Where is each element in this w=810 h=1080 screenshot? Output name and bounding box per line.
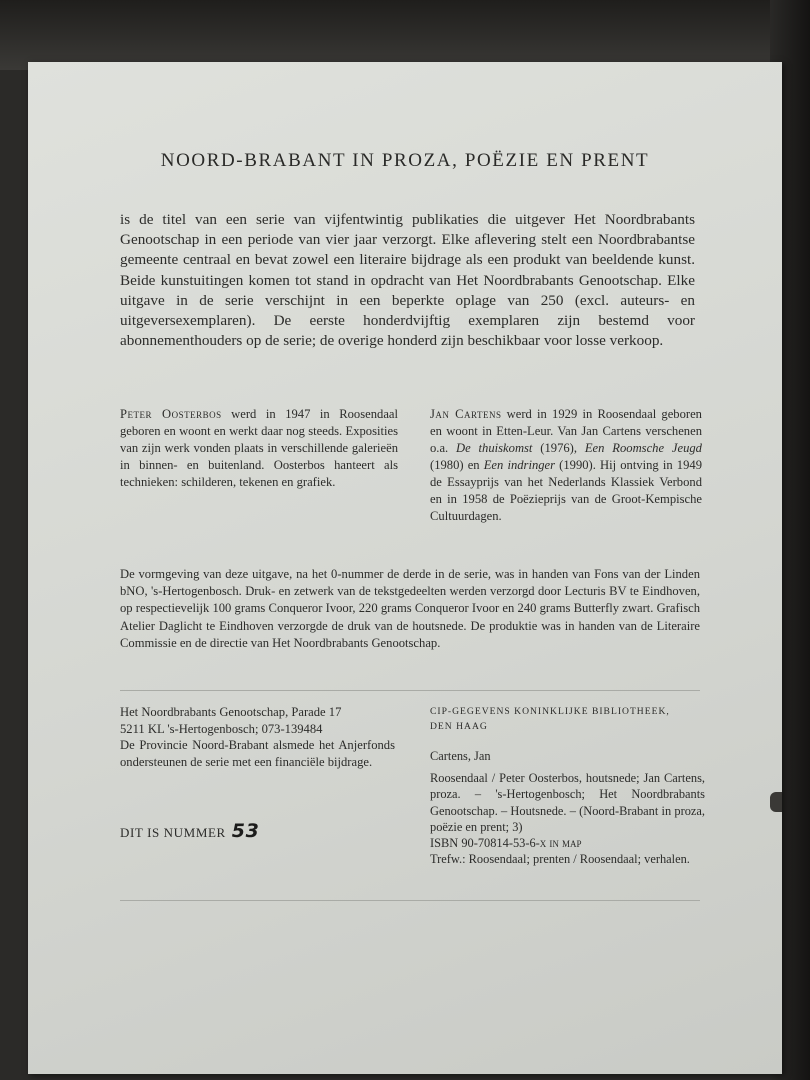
- author-bio-text-1: werd in 1929 in Roosendaal geboren en woont in Etten-Leur. Van Jan Cartens verschenen o.a.: [430, 407, 702, 455]
- bio-artist: [120, 406, 398, 491]
- intro-paragraph: is de titel van een serie van vijfentwintig publikaties die uitgever Het Noordbrabants Genootschap in een periode van vier jaar verzorgt. Elke aflevering stelt een Noordbrabantse gemeente centraal en bevat zowel een literaire bijdrage als een produkt van beeldende kunst. Beide kunstuitingen komen tot stand in opdracht van Het Noordbrabants Genootschap. Elke uitgave in de serie verschijnt in een beperkte oplage van 250 (excl. auteurs- en uitgeversexemplaren). De eerste honderdvijftig exemplaren zijn bestemd voor abonnementhouders op de serie; de overige honderd zijn beschikbaar voor losse verkoop.: [120, 211, 695, 350]
- work-title-3: Een indringer: [483, 458, 556, 472]
- author-bio-text-2: (1976),: [532, 441, 585, 455]
- divider-bottom: [120, 900, 700, 901]
- cip-heading-line-2: DEN HAAG: [430, 721, 488, 732]
- work-title-1: De thuiskomst: [456, 441, 533, 455]
- edition-number-value: 53: [231, 820, 260, 842]
- cip-data: [430, 704, 705, 867]
- cip-description: Roosendaal / Peter Oosterbos, houtsnede; Jan Cartens, proza. – 's-Hertogenbosch; Het Noordbrabants Genootschap. – Houtsnede. – (Noord-Brabant in proza, poëzie en prent; 3): [430, 771, 705, 834]
- cip-isbn: ISBN 90-70814-53-6-x in map: [430, 836, 582, 851]
- photo-backdrop-top: [0, 0, 810, 70]
- support-statement: De Provincie Noord-Brabant alsmede het Anjerfonds ondersteunen de serie met een financiële bijdrage.: [120, 738, 395, 769]
- cip-author: Cartens, Jan: [430, 749, 491, 763]
- cip-heading-line-1: CIP-GEGEVENS KONINKLIJKE BIBLIOTHEEK,: [430, 706, 670, 717]
- artist-name: Peter Oosterbos: [120, 407, 222, 421]
- author-bio-text-3: (1980) en: [430, 458, 484, 472]
- divider-top: [120, 690, 700, 691]
- publisher-address-line-1: Het Noordbrabants Genootschap, Parade 17: [120, 705, 342, 719]
- work-title-2: Een Roomsche Jeugd: [584, 441, 702, 455]
- publisher-address-line-2: 5211 KL 's-Hertogenbosch; 073-139484: [120, 721, 323, 736]
- cip-heading: [430, 704, 705, 734]
- production-credits: De vormgeving van deze uitgave, na het 0-nummer de derde in de serie, was in handen van Fons van der Linden bNO, 's-Hertogenbosch. Druk- en zetwerk van de tekstgedeelten werden verzorgd door Lecturis BV te Eindhoven, op respectievelijk 100 grams Conqueror Ivoor, 220 grams Conqueror Ivoor en 240 grams Butterfly zwart. Grafisch Atelier Daglicht te Eindhoven verzorgde de druk van de houtsnede. De produktie was in handen van de Literaire Commissie en de directie van Het Noordbrabants Genootschap.: [120, 567, 700, 650]
- edition-number-label: DIT IS NUMMER: [120, 825, 226, 840]
- artist-bio-text: werd in 1947 in Roosendaal geboren en woont en werkt daar nog steeds. Exposities van zijn werk vonden plaats in verschillende galerieën in binnen- en buitenland. Oosterbos hanteert als technieken: schilderen, tekenen en grafiek.: [120, 407, 398, 489]
- publisher-info: [120, 704, 395, 770]
- paper-edge-notch: [770, 792, 782, 812]
- page-title: NOORD-BRABANT IN PROZA, POËZIE EN PRENT: [160, 150, 650, 171]
- bio-author: [430, 406, 702, 525]
- edition-number: [120, 820, 380, 842]
- colophon-sheet: [28, 62, 782, 1074]
- author-name: Jan Cartens: [430, 407, 502, 421]
- cip-keywords: Trefw.: Roosendaal; prenten / Roosendaal; verhalen.: [430, 852, 690, 867]
- author-bio-text-4: (1990). Hij ontving in 1949 de Essayprijs van het Nederlands Klassiek Verbond en in 1958 de Poëzieprijs van de Groot-Kempische Cultuurdagen.: [430, 458, 702, 523]
